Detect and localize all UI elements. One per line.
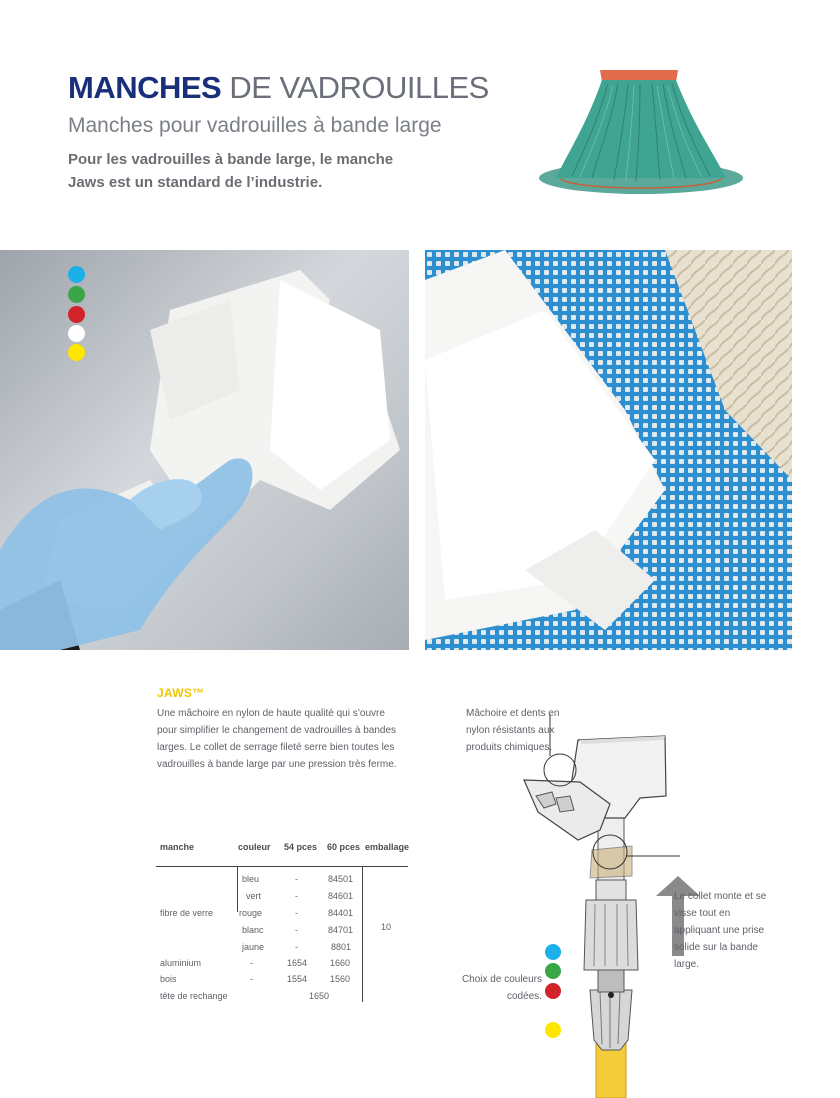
table-cell-emballage: 10 xyxy=(381,922,392,932)
table-cell: - xyxy=(250,958,253,968)
table-cell: 8801 xyxy=(331,942,352,952)
table-column-rule-right xyxy=(362,866,363,1002)
table-cell: 1660 xyxy=(330,958,351,968)
lead-paragraph: Pour les vadrouilles à bande large, le manche Jaws est un standard de l’industrie. xyxy=(68,151,394,191)
table-cell: 84401 xyxy=(328,908,354,918)
table-cell: bois xyxy=(160,974,177,984)
title-strong: MANCHES xyxy=(68,70,222,105)
table-cell: blanc xyxy=(242,925,264,935)
table-cell: jaune xyxy=(242,942,265,952)
table-cell: rouge xyxy=(239,908,263,918)
table-cell: - xyxy=(295,891,298,901)
table-cell: - xyxy=(295,874,298,884)
table-cell: tête de rechange xyxy=(160,991,228,1001)
color-swatch-red xyxy=(68,306,85,323)
th-54: 54 pces xyxy=(284,842,318,852)
mop-head-image xyxy=(536,56,746,201)
table-cell: bleu xyxy=(242,874,260,884)
jaws-clamp-photo xyxy=(425,250,792,650)
table-cell: - xyxy=(295,942,298,952)
color-swatch-green xyxy=(68,286,85,303)
table-cell: 1554 xyxy=(287,974,308,984)
table-cell: 1650 xyxy=(309,991,330,1001)
table-cell: 1560 xyxy=(330,974,351,984)
color-swatch-white xyxy=(68,325,85,342)
table-cell: vert xyxy=(246,891,262,901)
page-title xyxy=(68,70,489,106)
table-cell: - xyxy=(295,908,298,918)
callout-collar: Le collet monte et se visse tout en appliquant une prise solide sur la bande large. xyxy=(674,891,767,970)
jaws-handle-photo xyxy=(0,250,409,650)
th-emballage: emballage xyxy=(365,842,410,852)
product-description: Une mâchoire en nylon de haute qualité qui s’ouvre pour simplifier le changement de vadrouilles à bandes larges. Le collet de serrage fileté serre bien toutes les vadrouilles à bande large par une pression très ferme. xyxy=(157,708,397,770)
table-cell: 84701 xyxy=(328,925,354,935)
table-column-rule-left xyxy=(237,866,238,912)
table-header-rule xyxy=(156,866,408,867)
table-cell: 1654 xyxy=(287,958,308,968)
callout-jaw: Mâchoire et dents en nylon résistants aux produits chimiques. xyxy=(466,708,560,753)
title-light: DE VADROUILLES xyxy=(221,70,489,105)
table-cell: fibre de verre xyxy=(160,908,214,918)
th-60: 60 pces xyxy=(327,842,361,852)
table-cell: aluminium xyxy=(160,958,202,968)
th-couleur: couleur xyxy=(238,842,271,852)
color-swatch-blue xyxy=(68,266,85,283)
table-cell: 84601 xyxy=(328,891,354,901)
color-swatch-yellow xyxy=(68,344,85,361)
product-name: JAWS™ xyxy=(157,686,205,700)
table-cell: 84501 xyxy=(328,874,354,884)
th-manche: manche xyxy=(160,842,195,852)
table-cell: - xyxy=(295,925,298,935)
callout-colors: Choix de couleurs codées. xyxy=(461,974,542,1002)
page-subtitle: Manches pour vadrouilles à bande large xyxy=(68,114,442,137)
table-cell: - xyxy=(250,974,253,984)
